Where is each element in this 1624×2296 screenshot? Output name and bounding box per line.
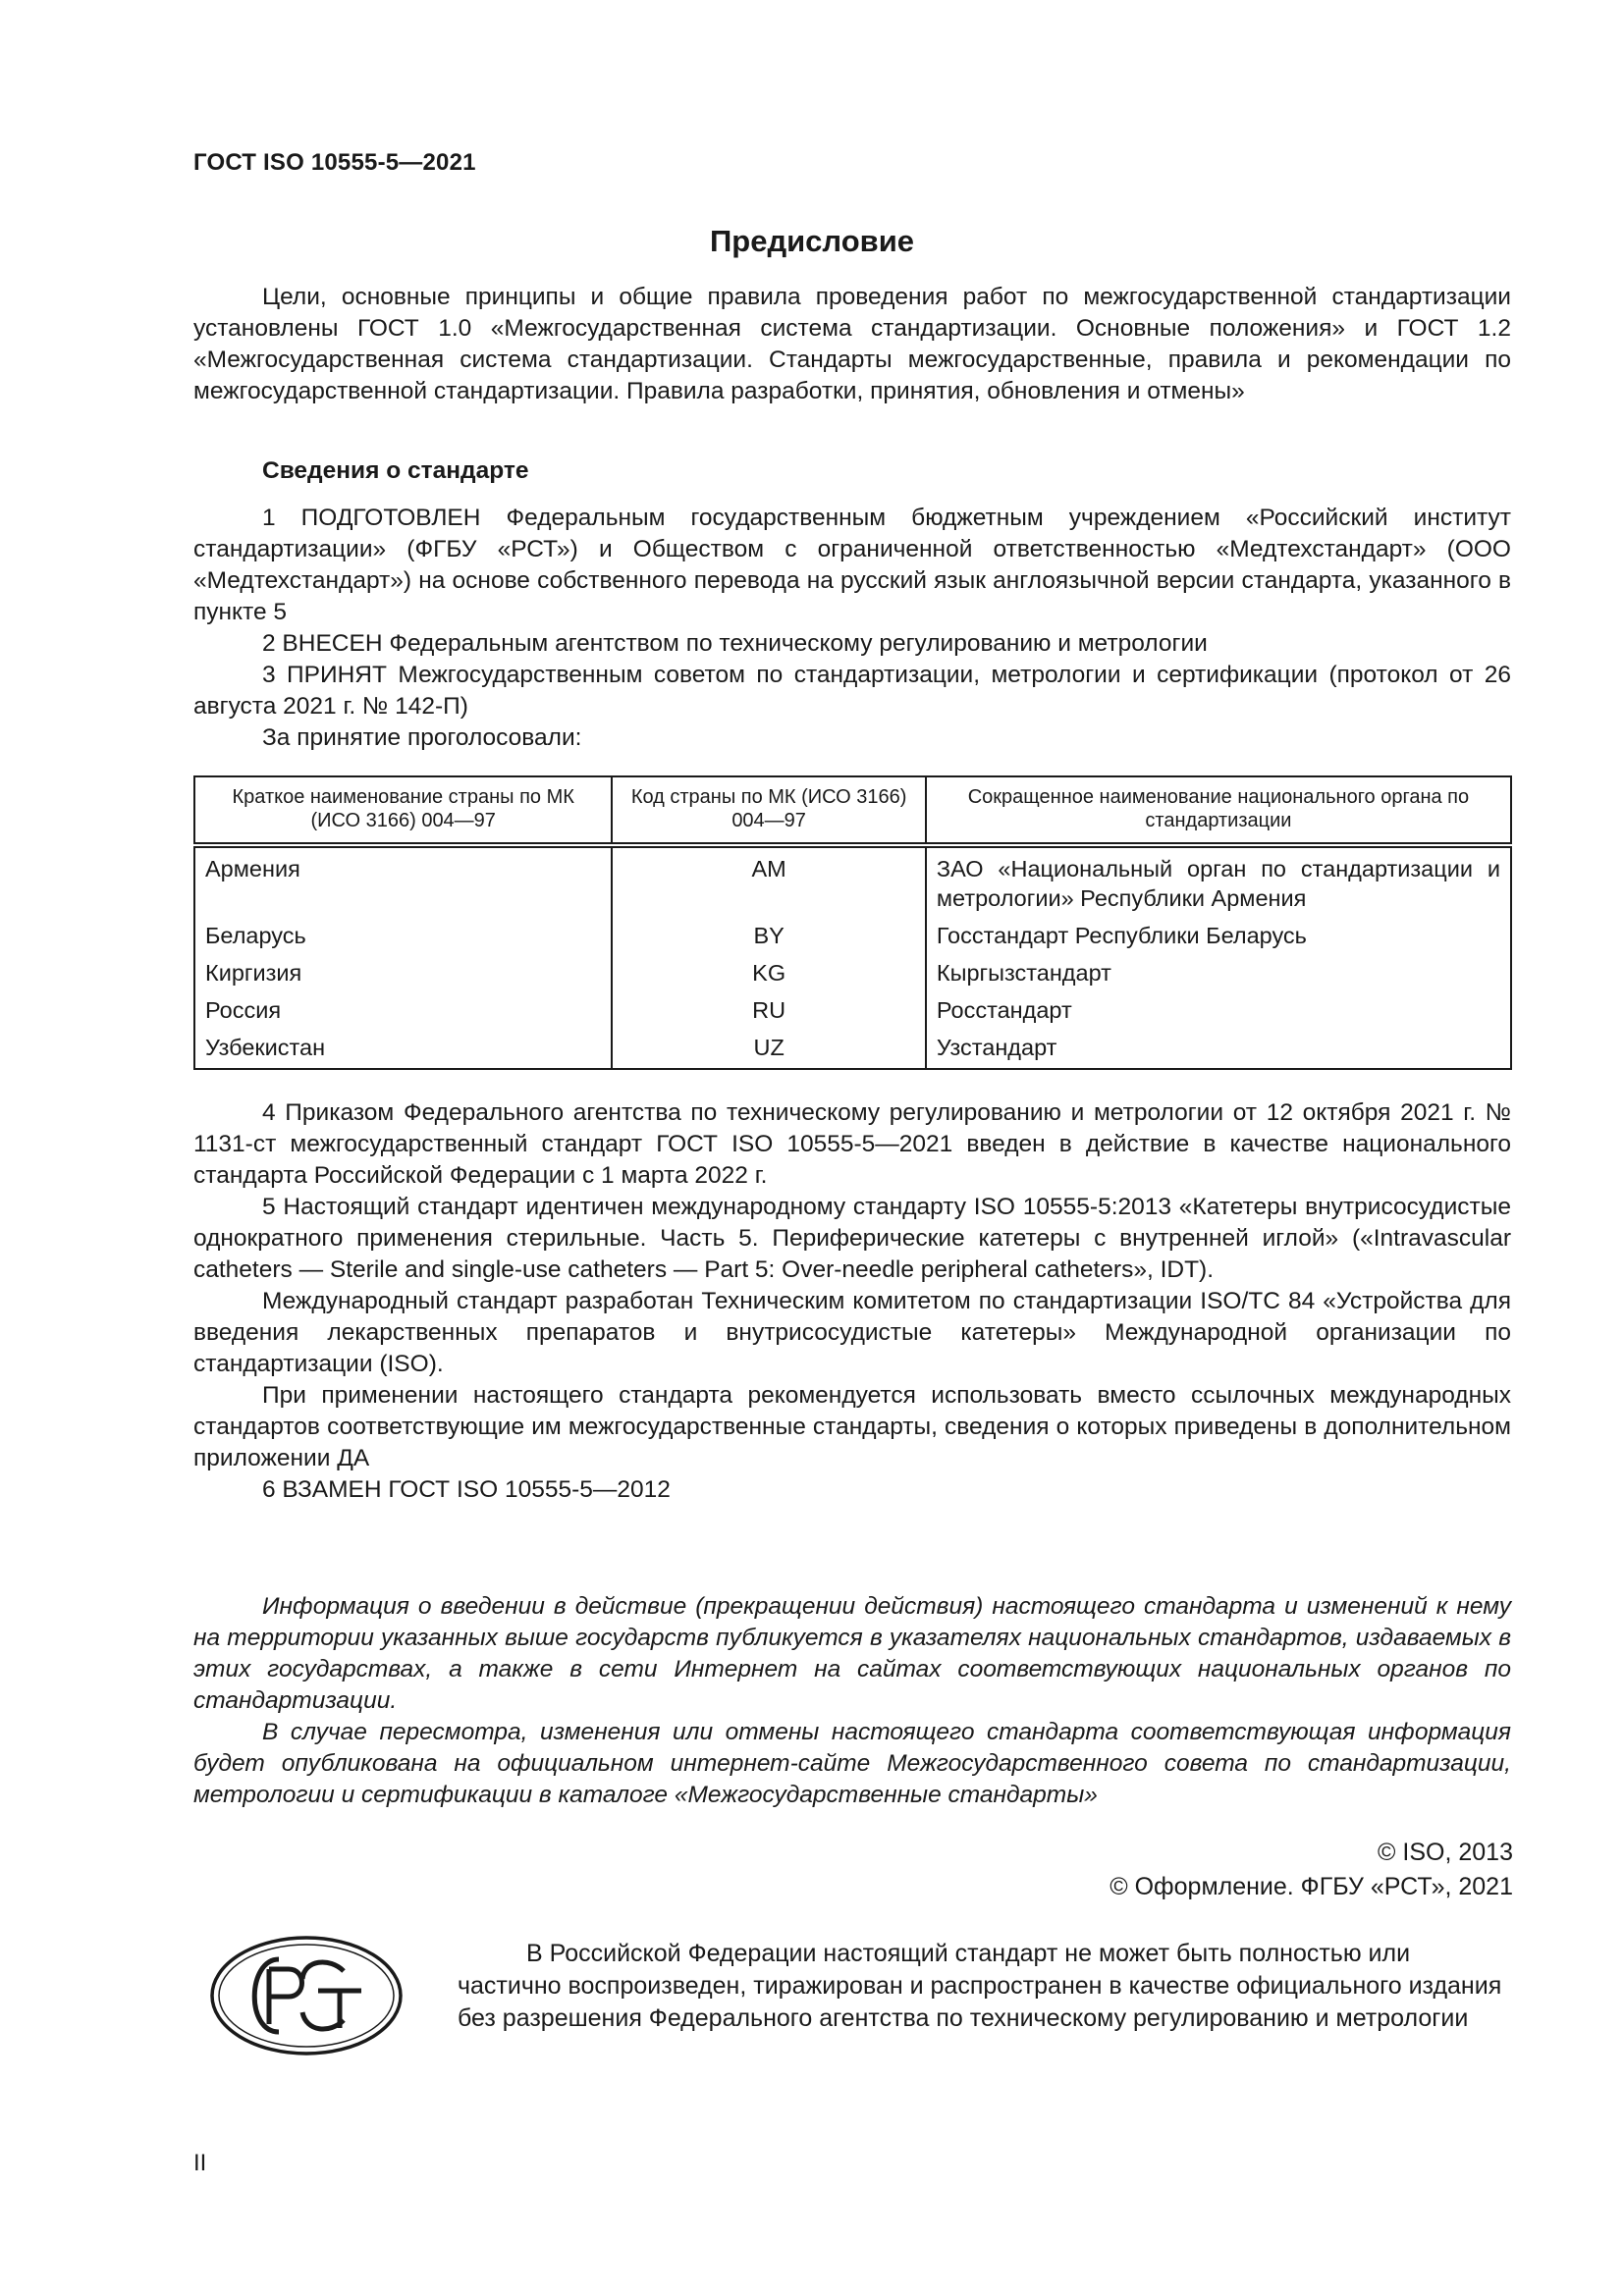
org-cell: Росстандарт xyxy=(926,993,1511,1031)
info-paragraph-1: Информация о введении в действие (прекращении действия) настоящего стандарта и изменений к нему на территории указанных выше государств публикуется в указателях национальных стандартов, издаваемых в этих государствах, а также в сети Интернет на сайтах соответствующих национальных органов по стандартизации. xyxy=(193,1593,1511,1714)
country-cell: Узбекистан xyxy=(194,1031,612,1069)
country-cell: Армения xyxy=(194,845,612,919)
code-cell: UZ xyxy=(612,1031,925,1069)
code-cell: KG xyxy=(612,956,925,993)
vote-table xyxy=(193,775,1512,1070)
item-3: 3 ПРИНЯТ Межгосударственным советом по стандартизации, метрологии и сертификации (протокол от 26 августа 2021 г. № 142-П) xyxy=(193,662,1511,720)
org-cell: Кыргызстандарт xyxy=(926,956,1511,993)
country-cell: Беларусь xyxy=(194,919,612,956)
document-code: ГОСТ ISO 10555-5—2021 xyxy=(193,149,476,176)
copyright-design: © Оформление. ФГБУ «РСТ», 2021 xyxy=(1110,1873,1513,1900)
code-cell: RU xyxy=(612,993,925,1031)
vote-label: За принятие проголосовали: xyxy=(262,724,582,751)
code-cell: AM xyxy=(612,845,925,919)
item-6: 6 ВЗАМЕН ГОСТ ISO 10555-5—2012 xyxy=(262,1476,671,1503)
copyright-iso: © ISO, 2013 xyxy=(1378,1839,1513,1866)
notice-paragraph: В Российской Федерации настоящий стандарт не может быть полностью или частично воспроизведен, тиражирован и распространен в качестве официального издания без разрешения Федерального агентства по техническому регулированию и метрологии xyxy=(458,1940,1502,2032)
country-cell: Россия xyxy=(194,993,612,1031)
table-row xyxy=(194,845,1511,919)
org-cell: Госстандарт Республики Беларусь xyxy=(926,919,1511,956)
table-row xyxy=(194,956,1511,993)
page-title: Предисловие xyxy=(709,224,914,258)
item-5: 5 Настоящий стандарт идентичен международному стандарту ISO 10555-5:2013 «Катетеры внутрисосудистые однократного применения стерильные. Часть 5. Периферические катетеры с внутренней иглой» («Intravascular catheters — Sterile and single-use catheters — Part 5: Over-needle peripheral catheters», IDT). xyxy=(193,1194,1511,1283)
items-after-block xyxy=(193,1097,1511,1506)
intro-paragraph: Цели, основные принципы и общие правила проведения работ по межгосударственной стандартизации установлены ГОСТ 1.0 «Межгосударственная система стандартизации. Основные положения» и ГОСТ 1.2 «Межгосударственная система стандартизации. Стандарты межгосударственные, правила и рекомендации по межгосударственной стандартизации. Правила разработки, принятия, обновления и отмены» xyxy=(193,284,1511,404)
about-standard-block xyxy=(193,455,1511,487)
column-header-country: Краткое наименование страны по МК (ИСО 3166) 004—97 xyxy=(194,776,612,845)
table-row xyxy=(194,919,1511,956)
about-items-block xyxy=(193,503,1511,754)
item-1: 1 ПОДГОТОВЛЕН Федеральным государственным бюджетным учреждением «Российский институт стандартизации» (ФГБУ «РСТ») и Обществом с ограниченной ответственностью «Медтехстандарт» (ООО «Медтехстандарт») на основе собственного перевода на русский язык англоязычной версии стандарта, указанного в пункте 5 xyxy=(193,505,1511,625)
copyright-block xyxy=(1110,1836,1513,1904)
table-row xyxy=(194,1031,1511,1069)
table-row xyxy=(194,993,1511,1031)
page-number: II xyxy=(193,2150,207,2176)
country-cell: Киргизия xyxy=(194,956,612,993)
intro-block xyxy=(193,282,1511,407)
code-cell: BY xyxy=(612,919,925,956)
table-header-row xyxy=(194,776,1511,845)
column-header-code: Код страны по МК (ИСО 3166) 004—97 xyxy=(612,776,925,845)
item-2: 2 ВНЕСЕН Федеральным агентством по техническому регулированию и метрологии xyxy=(262,630,1208,657)
reproduction-notice xyxy=(458,1938,1511,2035)
column-header-org: Сокращенное наименование национального органа по стандартизации xyxy=(926,776,1511,845)
org-cell: ЗАО «Национальный орган по стандартизации и метрологии» Республики Армения xyxy=(926,845,1511,919)
item-5-paragraph-2: Международный стандарт разработан Техническим комитетом по стандартизации ISO/TC 84 «Устройства для введения лекарственных препаратов и внутрисосудистые катетеры» Международной организации по стандартизации (ISO). xyxy=(193,1288,1511,1377)
about-heading: Сведения о стандарте xyxy=(262,457,529,484)
org-cell: Узстандарт xyxy=(926,1031,1511,1069)
item-5-paragraph-3: При применении настоящего стандарта рекомендуется использовать вместо ссылочных международных стандартов соответствующие им межгосударственные стандарты, сведения о которых приведены в дополнительном приложении ДА xyxy=(193,1382,1511,1471)
info-paragraph-2: В случае пересмотра, изменения или отмены настоящего стандарта соответствующая информация будет опубликована на официальном интернет-сайте Межгосударственного совета по стандартизации, метрологии и сертификации в каталоге «Межгосударственные стандарты» xyxy=(193,1719,1511,1808)
info-block xyxy=(193,1591,1511,1811)
rst-certification-mark-icon xyxy=(208,1934,405,2057)
item-4: 4 Приказом Федерального агентства по техническому регулированию и метрологии от 12 октября 2021 г. № 1131-ст межгосударственный стандарт ГОСТ ISO 10555-5—2021 введен в действие в качестве национального стандарта Российской Федерации с 1 марта 2022 г. xyxy=(193,1099,1511,1189)
